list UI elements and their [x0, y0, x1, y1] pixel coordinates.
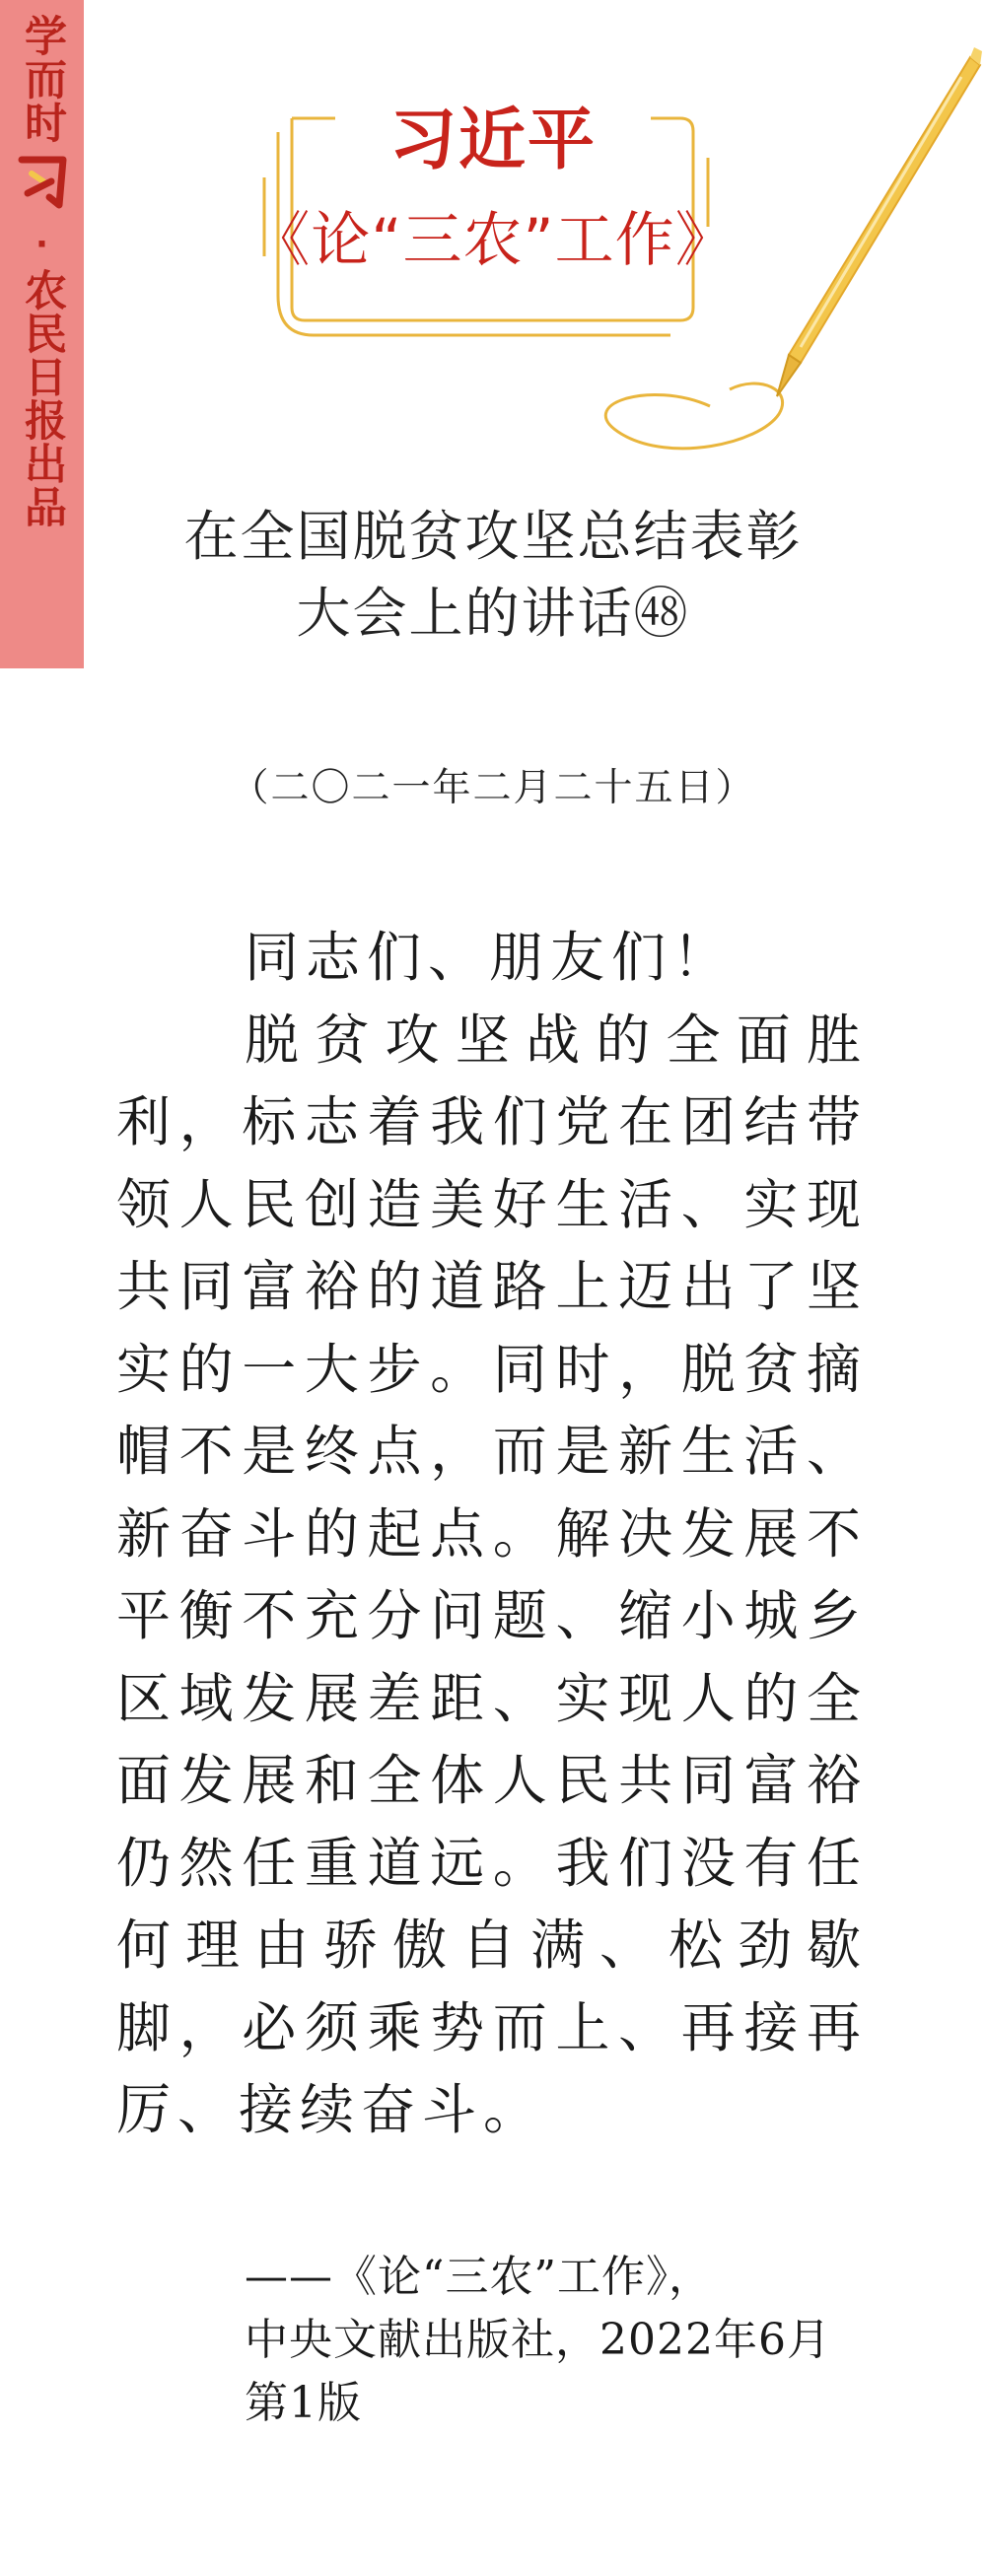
- source-line1: ——《论“三农”工作》，: [245, 2252, 713, 2302]
- header-author: 习近平: [388, 102, 597, 179]
- banner-separator: ·: [35, 225, 48, 264]
- article-date: （二〇二一年二月二十五日）: [230, 766, 756, 810]
- source-line3: 第1版: [245, 2378, 362, 2428]
- source-citation: [245, 2246, 895, 2435]
- article-title-line1: 在全国脱贫攻坚总结表彰: [183, 505, 803, 568]
- banner-text-xue-er-shi: 学而时: [18, 14, 67, 144]
- fountain-pen-icon: [777, 47, 982, 396]
- body-paragraph: 脱贫攻坚战的全面胜利，标志着我们党在团结带领人民创造美好生活、实现共同富裕的道路上迈出了坚实的一大步。同时，脱贫摘帽不是终点，而是新生活、新奋斗的起点。解决发展不平衡不充分问题、缩小城乡区域发展差距、实现人的全面发展和全体人民共同富裕仍然任重道远。我们没有任何理由骄傲自满、松劲歇脚，必须乘势而上、再接再厉、接续奋斗。: [116, 1008, 868, 2141]
- article-title-line2: 大会上的讲话㊽: [296, 582, 690, 645]
- header-book-title: 《论“三农”工作》: [250, 206, 736, 275]
- gold-swirl: [605, 383, 782, 449]
- source-line2: 中央文献出版社，2022年6月: [245, 2315, 831, 2365]
- greeting: 同志们、朋友们！: [245, 926, 735, 989]
- banner-text-publisher: 农民日报出品: [18, 268, 67, 528]
- article-body: [116, 917, 868, 2152]
